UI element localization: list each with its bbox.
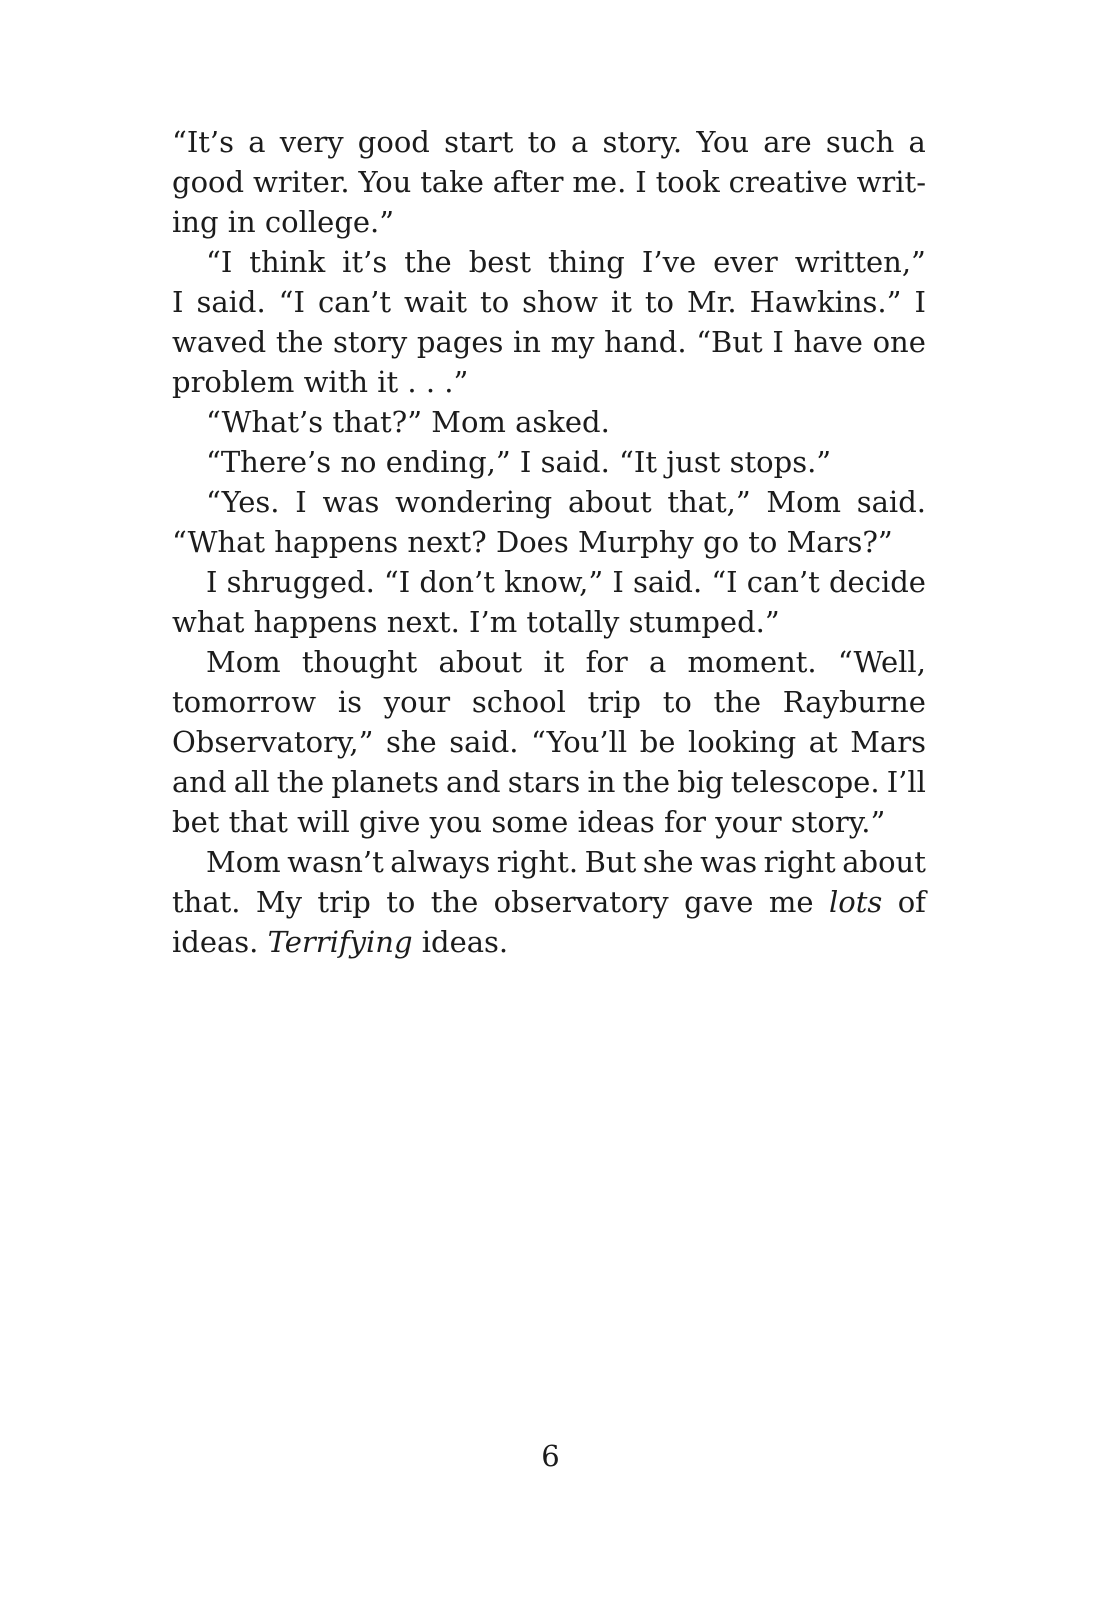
text-line: waved the story pages in my hand. “But I have one bbox=[172, 325, 926, 359]
text-line: “Yes. I was wondering about that,” Mom said. bbox=[206, 485, 926, 519]
text-line: ideas. Terrifying ideas. bbox=[172, 925, 509, 959]
text-line: “It’s a very good start to a story. You are such a bbox=[172, 125, 926, 159]
text-line: Observatory,” she said. “You’ll be looking at Mars bbox=[172, 725, 926, 759]
text-line: tomorrow is your school trip to the Rayburne bbox=[172, 685, 926, 719]
text-line: and all the planets and stars in the big telescope. I’ll bbox=[172, 765, 926, 799]
text-line: Mom thought about it for a moment. “Well, bbox=[206, 645, 926, 679]
text-line: “What happens next? Does Murphy go to Mars?” bbox=[172, 525, 893, 559]
text-line: “There’s no ending,” I said. “It just stops.” bbox=[206, 445, 832, 479]
page-number: 6 bbox=[541, 1439, 560, 1473]
text-line: Mom wasn’t always right. But she was right about bbox=[206, 845, 926, 879]
text-line: ing in college.” bbox=[172, 205, 395, 239]
text-line: good writer. You take after me. I took creative writ- bbox=[172, 165, 926, 199]
text-line: bet that will give you some ideas for your story.” bbox=[172, 805, 886, 839]
text-line: I said. “I can’t wait to show it to Mr. Hawkins.” I bbox=[172, 285, 926, 319]
text-line: that. My trip to the observatory gave me lots of bbox=[172, 885, 926, 919]
body-text bbox=[172, 122, 926, 962]
text-line: problem with it . . .” bbox=[172, 365, 469, 399]
text-line: I shrugged. “I don’t know,” I said. “I can’t decide bbox=[206, 565, 926, 599]
text-line: “What’s that?” Mom asked. bbox=[206, 405, 610, 439]
text-line: what happens next. I’m totally stumped.” bbox=[172, 605, 780, 639]
text-line: “I think it’s the best thing I’ve ever written,” bbox=[206, 245, 926, 279]
